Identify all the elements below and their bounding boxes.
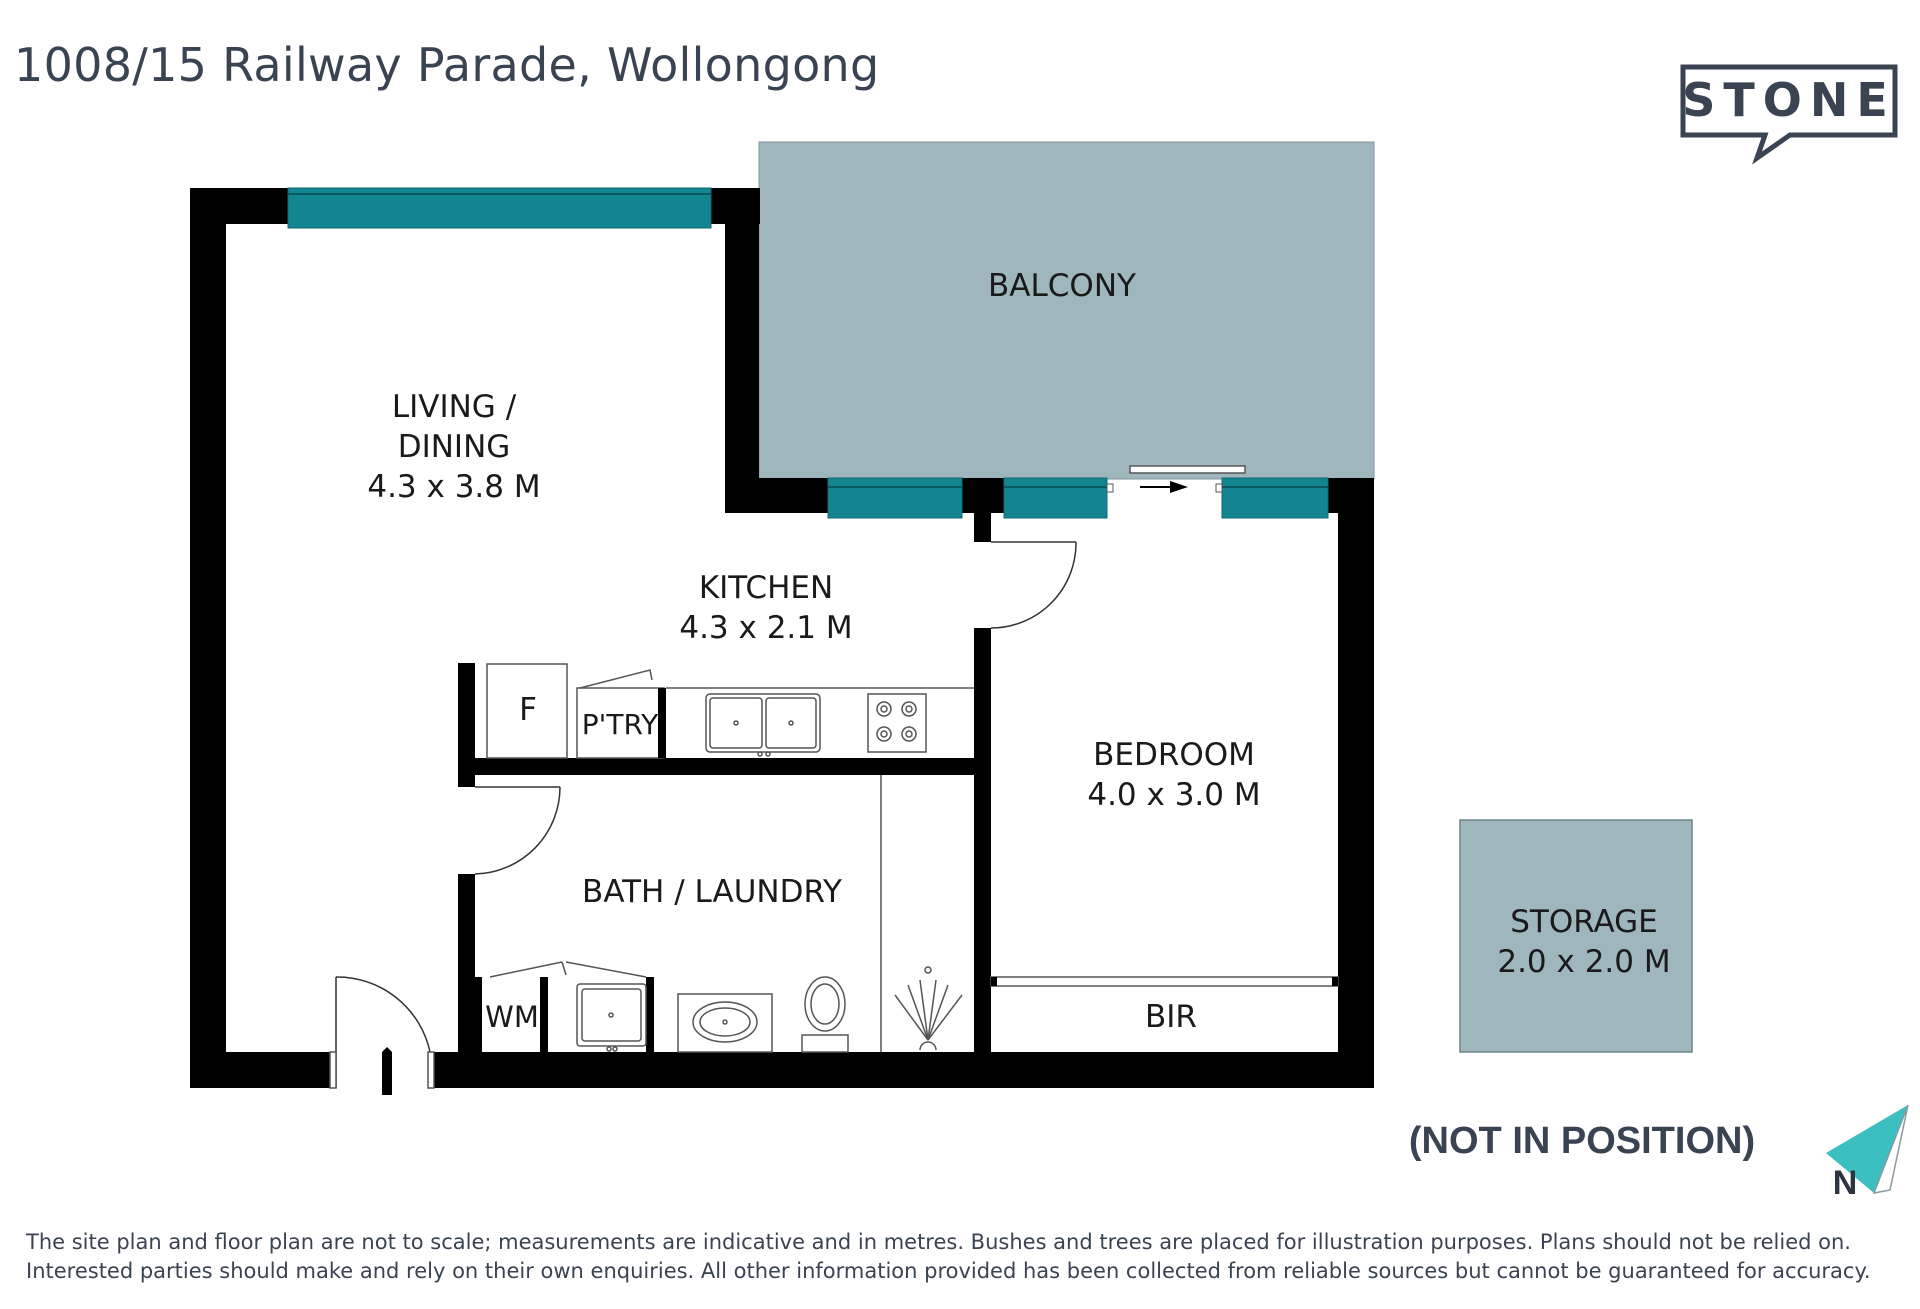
kitchen-fixtures	[487, 664, 974, 758]
logo-text: STONE	[1682, 73, 1896, 127]
vanity-basin-icon	[678, 994, 772, 1052]
kitchen-size: 4.3 x 2.1 M	[679, 610, 853, 646]
living-label-line2: DINING	[397, 429, 511, 465]
bir-label: BIR	[1145, 999, 1197, 1035]
disclaimer-line2: Interested parties should make and rely on their own enquiries. All other information provided has been collected from reliable sources but cannot be guaranteed for accuracy.	[26, 1259, 1871, 1283]
bath-label: BATH / LAUNDRY	[582, 874, 842, 910]
disclaimer	[26, 1228, 1871, 1286]
north-compass-icon	[1826, 1105, 1908, 1202]
entry-arrow-icon	[368, 1047, 406, 1095]
kitchen-label: KITCHEN	[698, 570, 834, 606]
storage-size: 2.0 x 2.0 M	[1497, 944, 1671, 980]
not-in-position-note: (NOT IN POSITION)	[1408, 1120, 1756, 1162]
shower-icon	[895, 967, 962, 1050]
wm-label: WM	[485, 1000, 539, 1034]
storage-label: STORAGE	[1510, 904, 1658, 940]
pantry-label: P'TRY	[581, 708, 659, 741]
disclaimer-line1: The site plan and floor plan are not to scale; measurements are indicative and in metres. Bushes and trees are placed for illustration purposes. Plans should not be relied on.	[26, 1230, 1851, 1254]
living-label-line1: LIVING /	[391, 389, 517, 425]
bir-robe	[991, 977, 1338, 986]
bedroom-size: 4.0 x 3.0 M	[1087, 777, 1261, 813]
bedroom-label: BEDROOM	[1093, 737, 1255, 773]
balcony-area	[759, 142, 1374, 479]
laundry-tub-icon	[577, 984, 646, 1051]
compass-label: N	[1832, 1164, 1858, 1202]
page-title: 1008/15 Railway Parade, Wollongong	[14, 38, 880, 92]
balcony-label: BALCONY	[988, 268, 1136, 304]
living-size: 4.3 x 3.8 M	[367, 469, 541, 505]
bath-fixtures	[490, 775, 962, 1052]
stone-logo	[1682, 67, 1896, 158]
toilet-icon	[802, 977, 848, 1052]
fridge-label: F	[519, 692, 537, 728]
